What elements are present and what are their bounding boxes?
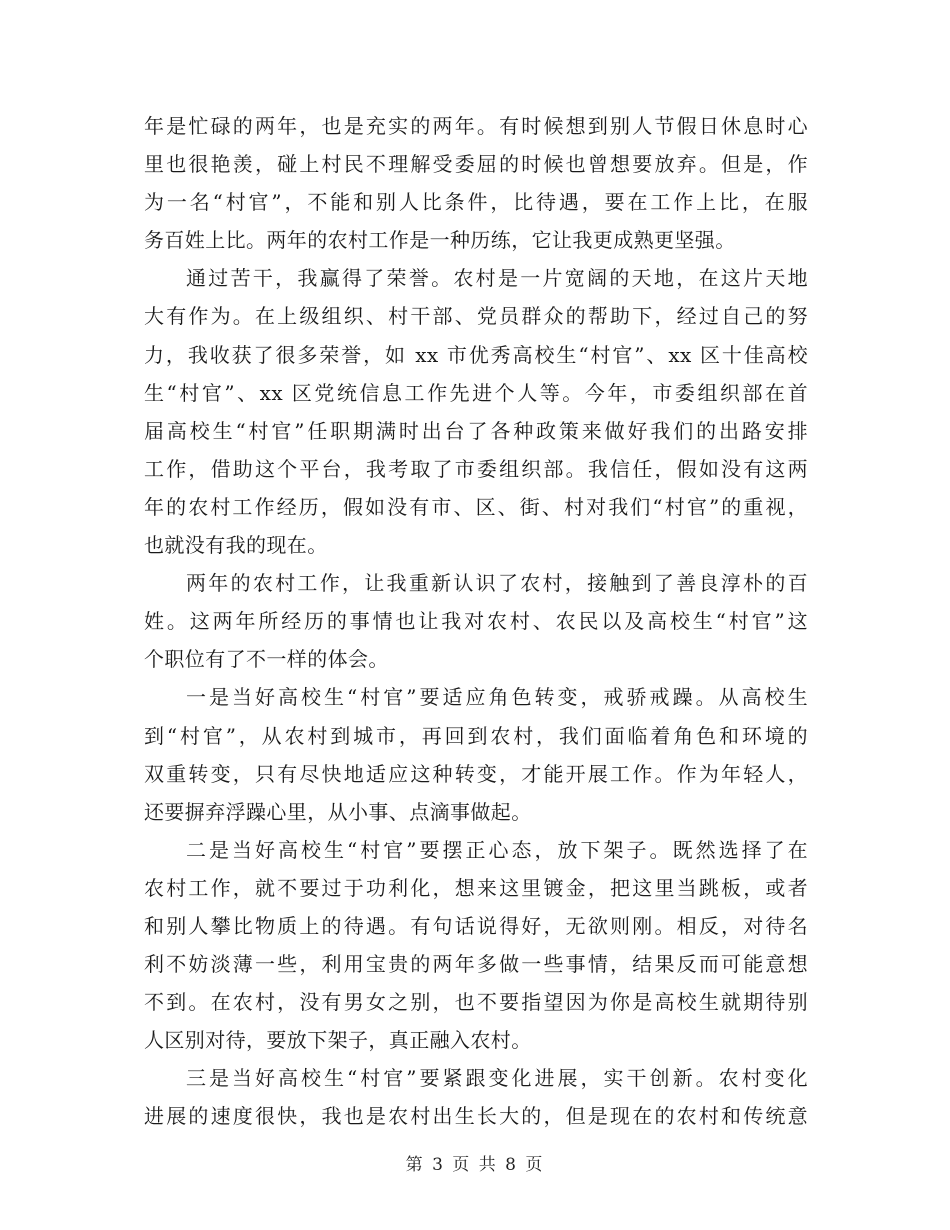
text-line: 双重转变，只有尽快地适应这种转变，才能开展工作。作为年轻人， [144,761,808,786]
text-line: 生“村官”、xx 区党统信息工作先进个人等。今年，市委组织部在首 [144,380,808,405]
text-line: 利不妨淡薄一些，利用宝贵的两年多做一些事情，结果反而可能意想 [144,952,808,977]
text-line: 务百姓上比。两年的农村工作是一种历练，它让我更成熟更坚强。 [144,228,736,253]
text-line: 不到。在农村，没有男女之别，也不要指望因为你是高校生就期待别 [144,990,808,1015]
page-footer: 第 3 页 共 8 页 [405,1155,545,1175]
text-line: 通过苦干，我赢得了荣誉。农村是一片宽阔的天地，在这片天地 [186,266,808,291]
text-line: 和别人攀比物质上的待遇。有句话说得好，无欲则刚。相反，对待名 [144,913,808,938]
text-line: 还要摒弃浮躁心里，从小事、点滴事做起。 [144,799,532,824]
text-line: 为一名“村官”，不能和别人比条件，比待遇，要在工作上比，在服 [144,190,808,215]
text-line: 两年的农村工作，让我重新认识了农村，接触到了善良淳朴的百 [186,571,808,596]
text-line: 到“村官”，从农村到城市，再回到农村，我们面临着角色和环境的 [144,723,808,748]
text-line: 年是忙碌的两年，也是充实的两年。有时候想到别人节假日休息时心 [144,114,808,138]
text-line: 进展的速度很快，我也是农村出生长大的，但是现在的农村和传统意 [144,1104,808,1129]
text-line: 里也很艳羡，碰上村民不理解受委屈的时候也曾想要放弃。但是，作 [144,152,808,177]
text-line: 个职位有了不一样的体会。 [144,647,389,672]
text-line: 力，我收获了很多荣誉，如 xx 市优秀高校生“村官”、xx 区十佳高校 [144,342,808,367]
text-line: 大有作为。在上级组织、村干部、党员群众的帮助下，经过自己的努 [144,304,808,329]
document-body [144,107,808,1136]
text-line: 届高校生“村官”任职期满时出台了各种政策来做好我们的出路安排 [144,418,808,443]
text-line: 二是当好高校生“村官”要摆正心态，放下架子。既然选择了在 [186,837,808,862]
text-line: 也就没有我的现在。 [144,533,328,558]
text-line: 姓。这两年所经历的事情也让我对农村、农民以及高校生“村官”这 [144,609,808,634]
text-line: 工作，借助这个平台，我考取了市委组织部。我信任，假如没有这两 [144,456,808,481]
text-line: 三是当好高校生“村官”要紧跟变化进展，实干创新。农村变化 [186,1066,808,1091]
text-line: 人区别对待，要放下架子，真正融入农村。 [144,1028,532,1053]
text-line: 农村工作，就不要过于功利化，想来这里镀金，把这里当跳板，或者 [144,875,808,900]
text-line: 年的农村工作经历，假如没有市、区、街、村对我们“村官”的重视， [144,494,808,519]
text-line: 一是当好高校生“村官”要适应角色转变，戒骄戒躁。从高校生 [186,685,808,710]
